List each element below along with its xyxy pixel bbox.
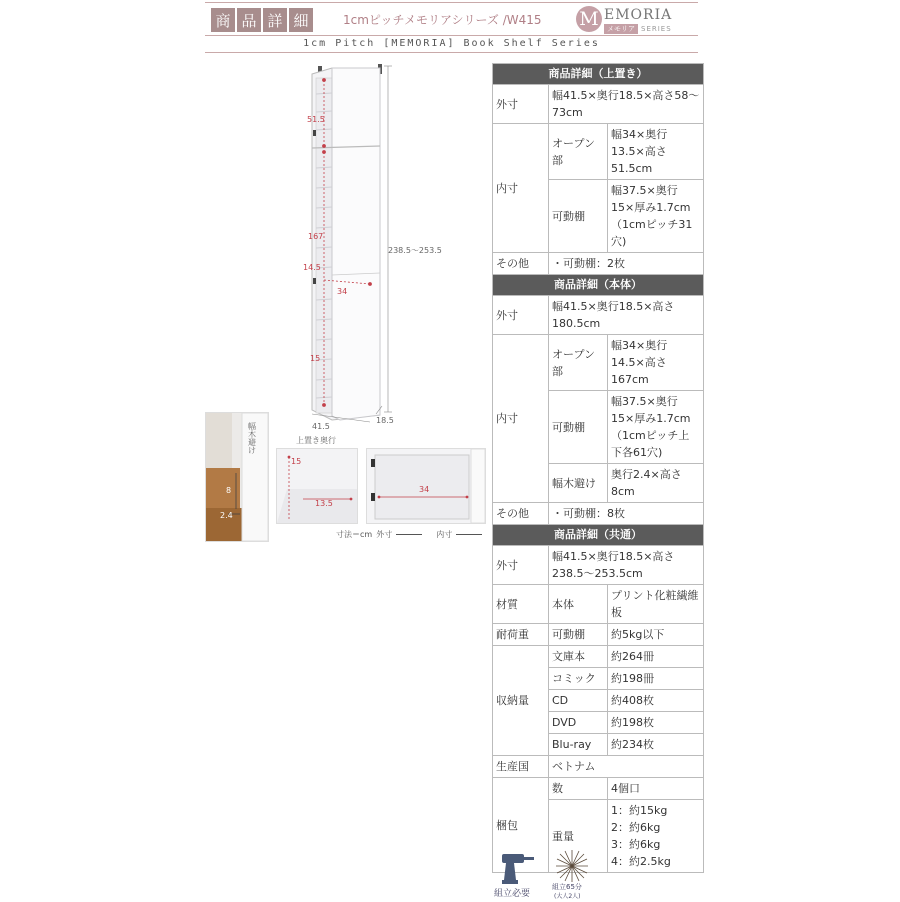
top-unit-depth: 15 bbox=[291, 457, 302, 466]
spec-label: 梱包 bbox=[493, 778, 549, 873]
section-header-common: 商品詳細（共通） bbox=[493, 525, 704, 546]
baseboard-label: 幅木避け bbox=[248, 422, 256, 455]
legend-outer: 外寸 bbox=[376, 530, 393, 539]
dim-depth: 18.5 bbox=[376, 416, 394, 425]
logo-word: EMORIA bbox=[604, 7, 673, 23]
spec-label: 外寸 bbox=[493, 85, 549, 124]
spec-value: 幅37.5×奥行15×厚み1.7cm（1cmピッチ31穴) bbox=[608, 180, 704, 253]
spec-sublabel: オープン部 bbox=[549, 124, 608, 180]
assembly-caption: 組立必要 bbox=[494, 889, 531, 899]
page-header bbox=[205, 2, 698, 54]
spec-sublabel: 数 bbox=[549, 778, 608, 800]
header-top-line bbox=[205, 2, 698, 3]
pack-weight-4: 4：約2.5kg bbox=[611, 855, 671, 868]
legend-unit: 寸法＝cm bbox=[336, 530, 373, 539]
inner-width-photo bbox=[366, 448, 486, 524]
spec-sublabel: 重量 bbox=[549, 800, 608, 873]
logo-kana: メモリア bbox=[604, 24, 638, 34]
spec-value: 幅41.5×奥行18.5×高さ58〜73cm bbox=[549, 85, 704, 124]
spec-value: 幅41.5×奥行18.5×高さ180.5cm bbox=[549, 296, 704, 335]
dim-total-height: 238.5〜253.5 bbox=[388, 246, 442, 255]
spec-sublabel: 可動棚 bbox=[549, 624, 608, 646]
spec-sublabel: 本体 bbox=[549, 585, 608, 624]
spec-label: 内寸 bbox=[493, 124, 549, 253]
pack-weight-3: 3：約6kg bbox=[611, 838, 661, 851]
top-unit-photo bbox=[276, 448, 358, 524]
top-unit-depth-label: 上置き奥行 bbox=[296, 436, 336, 445]
spec-value: 約198枚 bbox=[608, 712, 704, 734]
spec-sublabel: 可動棚 bbox=[549, 391, 608, 464]
spec-sublabel: オープン部 bbox=[549, 335, 608, 391]
spec-sublabel: DVD bbox=[549, 712, 608, 734]
spec-value: 奥行2.4×高さ8cm bbox=[608, 464, 704, 503]
baseboard-photo bbox=[205, 412, 269, 542]
spec-label: 生産国 bbox=[493, 756, 549, 778]
spec-value: 約198冊 bbox=[608, 668, 704, 690]
spec-value: 約5kg以下 bbox=[608, 624, 704, 646]
inner-arrow-icon bbox=[456, 534, 482, 535]
spec-sublabel: コミック bbox=[549, 668, 608, 690]
dimension-legend bbox=[336, 529, 482, 540]
top-unit-illustration bbox=[277, 449, 357, 523]
legend-inner: 内寸 bbox=[436, 530, 453, 539]
dim-depth-shelf: 14.5 bbox=[303, 263, 321, 272]
spec-sublabel: Blu-ray bbox=[549, 734, 608, 756]
spec-value: 約234枚 bbox=[608, 734, 704, 756]
dim-width: 41.5 bbox=[312, 422, 330, 431]
spec-label: 内寸 bbox=[493, 335, 549, 503]
spec-value: 4個口 bbox=[608, 778, 704, 800]
logo-mark: M bbox=[576, 6, 602, 32]
header-mid-line bbox=[205, 35, 698, 36]
assembly-required bbox=[494, 850, 542, 902]
time-caption: 組立65分 bbox=[552, 883, 582, 891]
spec-value: 約408枚 bbox=[608, 690, 704, 712]
section-header-main-unit: 商品詳細（本体） bbox=[493, 275, 704, 296]
spec-sublabel: 幅木避け bbox=[549, 464, 608, 503]
spec-value: プリント化粧繊維板 bbox=[608, 585, 704, 624]
spec-value: 幅34×奥行13.5×高さ51.5cm bbox=[608, 124, 704, 180]
spec-label: その他 bbox=[493, 503, 549, 525]
series-title: 1cmピッチメモリアシリーズ /W415 bbox=[343, 13, 542, 27]
title-tiles bbox=[211, 8, 313, 32]
spec-value: 幅41.5×奥行18.5×高さ238.5〜253.5cm bbox=[549, 546, 704, 585]
starburst-icon bbox=[550, 848, 594, 884]
top-unit-shelf-depth: 13.5 bbox=[315, 499, 333, 508]
spec-label: 収納量 bbox=[493, 646, 549, 756]
baseboard-height: 8 bbox=[226, 486, 232, 495]
time-subcaption: (大人2人) bbox=[554, 893, 581, 900]
spec-value: 約264冊 bbox=[608, 646, 704, 668]
baseboard-illustration bbox=[206, 413, 268, 541]
spec-value: 幅37.5×奥行15×厚み1.7cm（1cmピッチ上下各61穴) bbox=[608, 391, 704, 464]
spec-label: 外寸 bbox=[493, 546, 549, 585]
spec-label: その他 bbox=[493, 253, 549, 275]
title-tile: 細 bbox=[289, 8, 313, 32]
dim-lower-height: 167 bbox=[308, 232, 324, 241]
spec-value: ・可動棚：2枚 bbox=[549, 253, 704, 275]
section-header-top-unit: 商品詳細（上置き） bbox=[493, 64, 704, 85]
dim-upper-height: 51.5 bbox=[307, 115, 325, 124]
outer-arrow-icon bbox=[396, 534, 422, 535]
pack-weight-1: 1：約15kg bbox=[611, 804, 668, 817]
spec-table bbox=[492, 63, 704, 873]
logo-sub bbox=[604, 24, 672, 34]
logo-series: SERIES bbox=[641, 25, 672, 33]
memoria-logo bbox=[576, 6, 696, 34]
spec-value bbox=[608, 800, 704, 873]
title-tile: 品 bbox=[237, 8, 261, 32]
inner-width-value: 34 bbox=[419, 485, 430, 494]
spec-value: 幅34×奥行14.5×高さ167cm bbox=[608, 335, 704, 391]
spec-label: 材質 bbox=[493, 585, 549, 624]
spec-label: 耐荷重 bbox=[493, 624, 549, 646]
shelf-drawing bbox=[280, 60, 480, 440]
baseboard-depth: 2.4 bbox=[220, 511, 233, 520]
dim-bottom-depth: 15 bbox=[310, 354, 321, 363]
assembly-time bbox=[550, 848, 594, 900]
spec-value: ベトナム bbox=[549, 756, 704, 778]
title-tile: 詳 bbox=[263, 8, 287, 32]
header-bottom-line bbox=[205, 52, 698, 53]
spec-label: 外寸 bbox=[493, 296, 549, 335]
dim-inner-width: 34 bbox=[337, 287, 348, 296]
drill-icon bbox=[494, 850, 542, 886]
english-subtitle: 1cm Pitch [MEMORIA] Book Shelf Series bbox=[303, 38, 600, 49]
spec-value: ・可動棚：8枚 bbox=[549, 503, 704, 525]
spec-sublabel: 可動棚 bbox=[549, 180, 608, 253]
spec-sublabel: 文庫本 bbox=[549, 646, 608, 668]
title-tile: 商 bbox=[211, 8, 235, 32]
pack-weight-2: 2：約6kg bbox=[611, 821, 661, 834]
spec-sublabel: CD bbox=[549, 690, 608, 712]
